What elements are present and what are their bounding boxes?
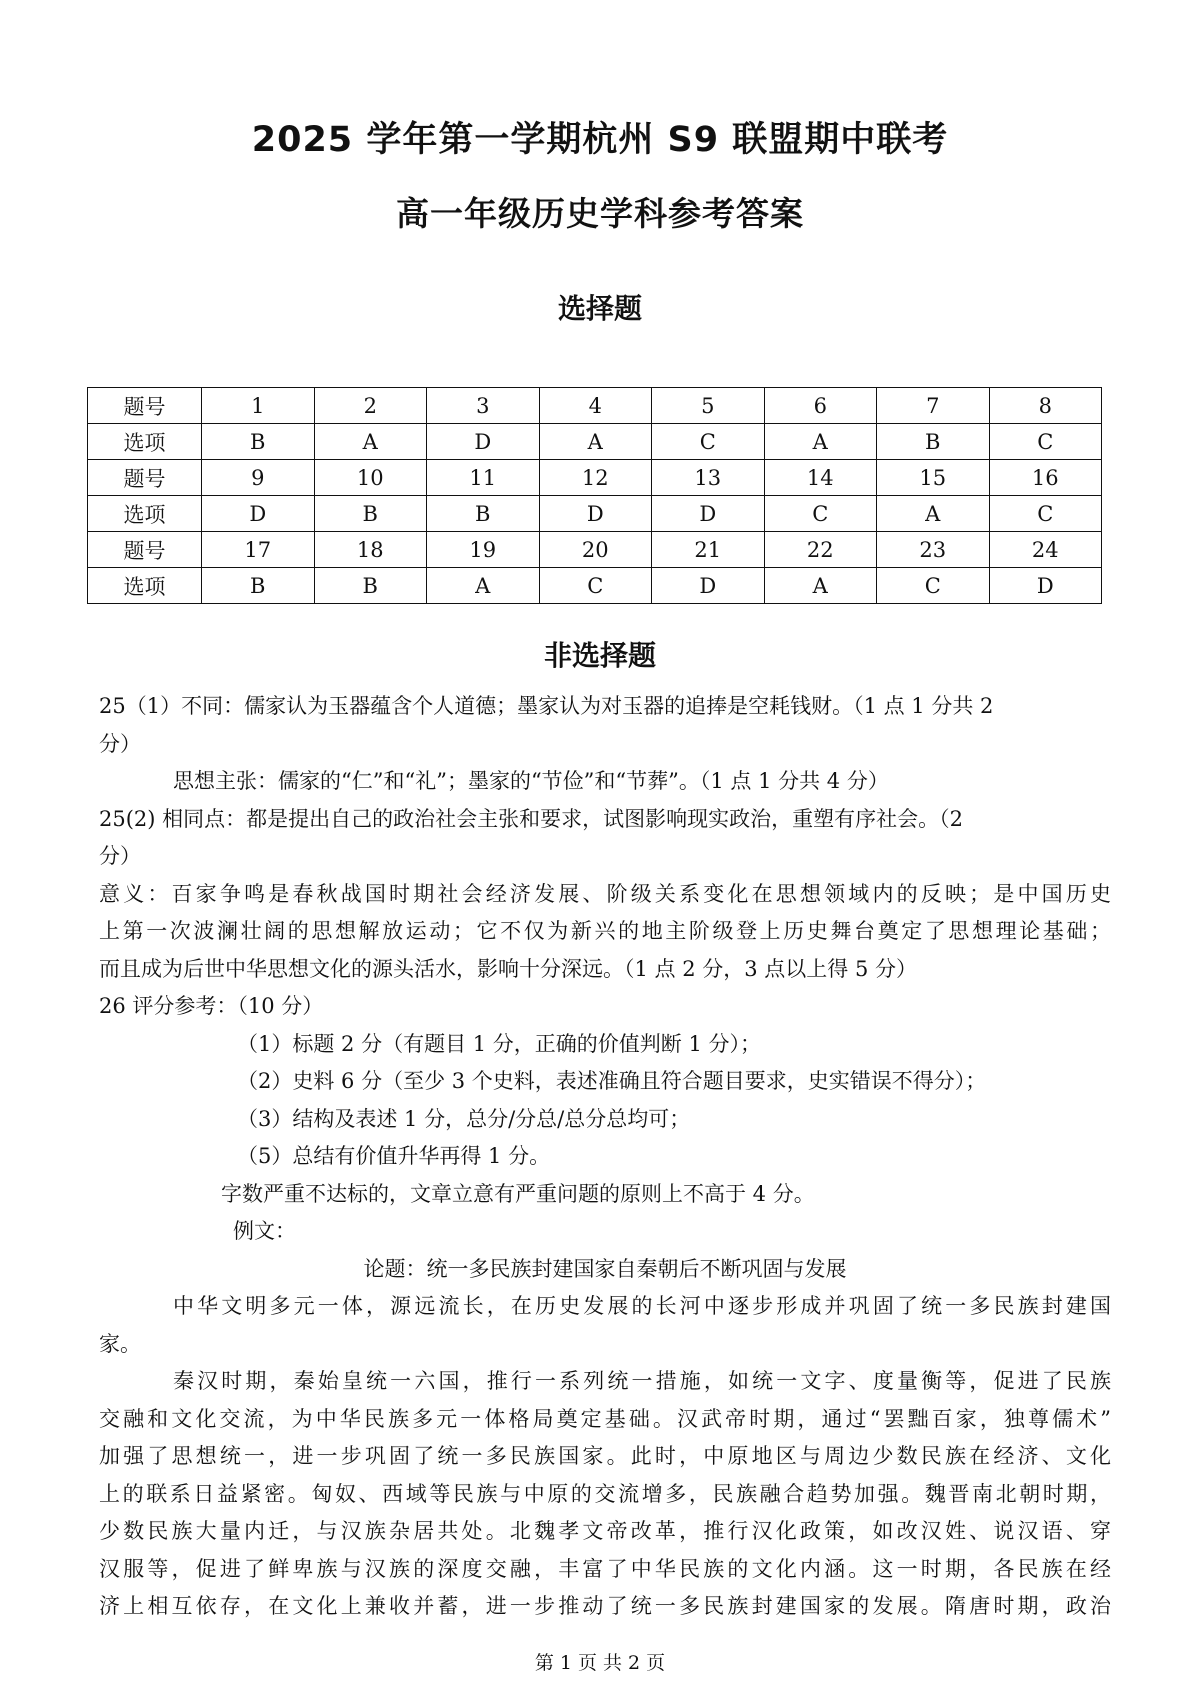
question-number-cell: 19 — [427, 532, 540, 568]
answer-line: 分） — [99, 844, 141, 868]
table-row-question-numbers — [88, 388, 1102, 424]
answer-cell: D — [202, 496, 315, 532]
answer-cell: B — [202, 568, 315, 604]
scoring-item: （2）史料 6 分（至少 3 个史料，表述准确且符合题目要求，史实错误不得分）； — [237, 1069, 987, 1093]
essay-line: 济上相互依存，在文化上兼收并蓄，进一步推动了统一多民族封建国家的发展。隋唐时期，政治 — [99, 1594, 1111, 1618]
row-label: 选项 — [88, 568, 202, 604]
example-label: 例文： — [233, 1219, 296, 1243]
answer-cell: C — [764, 496, 877, 532]
question-number-cell: 11 — [427, 460, 540, 496]
answer-cell: C — [877, 568, 990, 604]
answer-cell: A — [314, 424, 427, 460]
answer-line: 而且成为后世中华思想文化的源头活水，影响十分深远。（1 点 2 分，3 点以上得 5 分） — [99, 956, 917, 981]
essay-line: 中华文明多元一体，源远流长，在历史发展的长河中逐步形成并巩固了统一多民族封建国 — [173, 1294, 1111, 1318]
question-number-cell: 5 — [652, 388, 765, 424]
essay-line: 交融和文化交流，为中华民族多元一体格局奠定基础。汉武帝时期，通过“罢黜百家，独尊儒术” — [99, 1406, 1111, 1431]
answer-cell: B — [877, 424, 990, 460]
example-thesis: 论题：统一多民族封建国家自秦朝后不断巩固与发展 — [363, 1256, 847, 1281]
row-label: 题号 — [88, 460, 202, 496]
answer-line: 25(2) 相同点：都是提出自己的政治社会主张和要求，试图影响现实政治，重塑有序社会。（2 — [99, 806, 964, 831]
question-number-cell: 1 — [202, 388, 315, 424]
essay-line: 少数民族大量内迁，与汉族杂居共处。北魏孝文帝改革，推行汉化政策，如改汉姓、说汉语、穿 — [99, 1519, 1111, 1543]
question-number-cell: 9 — [202, 460, 315, 496]
question-number-cell: 7 — [877, 388, 990, 424]
question-number-cell: 18 — [314, 532, 427, 568]
question-number-cell: 6 — [764, 388, 877, 424]
question-number-cell: 21 — [652, 532, 765, 568]
answer-cell: D — [427, 424, 540, 460]
question-number-cell: 13 — [652, 460, 765, 496]
essay-line: 上的联系日益紧密。匈奴、西域等民族与中原的交流增多，民族融合趋势加强。魏晋南北朝时期， — [99, 1481, 1111, 1506]
answer-cell: D — [989, 568, 1102, 604]
question-number-cell: 15 — [877, 460, 990, 496]
section-heading-non-multiple-choice: 非选择题 — [543, 639, 656, 672]
answer-cell: D — [652, 568, 765, 604]
question-number-cell: 12 — [539, 460, 652, 496]
scoring-heading: 26 评分参考：（10 分） — [99, 994, 324, 1018]
answer-cell: B — [427, 496, 540, 532]
answer-cell: B — [314, 496, 427, 532]
answer-cell: A — [764, 424, 877, 460]
scoring-item: （5）总结有价值升华再得 1 分。 — [237, 1144, 551, 1168]
scoring-note: 字数严重不达标的，文章立意有严重问题的原则上不高于 4 分。 — [221, 1181, 815, 1206]
row-label: 题号 — [88, 532, 202, 568]
answer-line: 分） — [99, 731, 141, 756]
table-row-question-numbers — [88, 460, 1102, 496]
section-heading-multiple-choice: 选择题 — [557, 292, 642, 325]
question-number-cell: 8 — [989, 388, 1102, 424]
answer-cell: A — [764, 568, 877, 604]
answer-cell: A — [877, 496, 990, 532]
answer-cell: D — [652, 496, 765, 532]
document-subtitle: 高一年级历史学科参考答案 — [396, 194, 804, 233]
question-number-cell: 24 — [989, 532, 1102, 568]
question-number-cell: 3 — [427, 388, 540, 424]
question-number-cell: 4 — [539, 388, 652, 424]
page-number: 第 1 页 共 2 页 — [534, 1652, 666, 1674]
table-row-answers — [88, 568, 1102, 604]
answer-line: 意义：百家争鸣是春秋战国时期社会经济发展、阶级关系变化在思想领域内的反映；是中国历史 — [99, 881, 1111, 906]
question-number-cell: 10 — [314, 460, 427, 496]
question-number-cell: 14 — [764, 460, 877, 496]
question-number-cell: 22 — [764, 532, 877, 568]
essay-line: 汉服等，促进了鲜卑族与汉族的深度交融，丰富了中华民族的文化内涵。这一时期，各民族在经 — [99, 1556, 1111, 1581]
document-title: 2025 学年第一学期杭州 S9 联盟期中联考 — [251, 120, 949, 160]
essay-line: 秦汉时期，秦始皇统一六国，推行一系列统一措施，如统一文字、度量衡等，促进了民族 — [173, 1369, 1111, 1393]
scoring-item: （3）结构及表述 1 分，总分/分总/总分总均可； — [237, 1106, 691, 1131]
essay-line: 加强了思想统一，进一步巩固了统一多民族国家。此时，中原地区与周边少数民族在经济、文化 — [99, 1444, 1111, 1468]
question-number-cell: 16 — [989, 460, 1102, 496]
answer-cell: C — [989, 424, 1102, 460]
table-row-answers — [88, 496, 1102, 532]
answer-cell: C — [539, 568, 652, 604]
question-number-cell: 23 — [877, 532, 990, 568]
question-number-cell: 17 — [202, 532, 315, 568]
answer-cell: A — [427, 568, 540, 604]
answer-cell: A — [539, 424, 652, 460]
answer-line: 上第一次波澜壮阔的思想解放运动；它不仅为新兴的地主阶级登上历史舞台奠定了思想理论基础； — [99, 919, 1111, 943]
answer-line: 25（1）不同：儒家认为玉器蕴含个人道德；墨家认为对玉器的追捧是空耗钱财。（1 点 1 分共 2 — [99, 694, 994, 718]
scoring-item: （1）标题 2 分（有题目 1 分，正确的价值判断 1 分）； — [237, 1031, 761, 1056]
answer-cell: C — [989, 496, 1102, 532]
answer-cell: B — [202, 424, 315, 460]
row-label: 选项 — [88, 496, 202, 532]
answer-table — [87, 387, 1102, 604]
question-number-cell: 2 — [314, 388, 427, 424]
answer-cell: D — [539, 496, 652, 532]
answer-body — [99, 688, 1111, 1626]
essay-line: 家。 — [99, 1331, 141, 1356]
question-number-cell: 20 — [539, 532, 652, 568]
answer-cell: B — [314, 568, 427, 604]
answer-cell: C — [652, 424, 765, 460]
table-row-answers — [88, 424, 1102, 460]
table-row-question-numbers — [88, 532, 1102, 568]
row-label: 选项 — [88, 424, 202, 460]
row-label: 题号 — [88, 388, 202, 424]
answer-line: 思想主张：儒家的“仁”和“礼”；墨家的“节俭”和“节葬”。（1 点 1 分共 4 分） — [173, 769, 889, 793]
